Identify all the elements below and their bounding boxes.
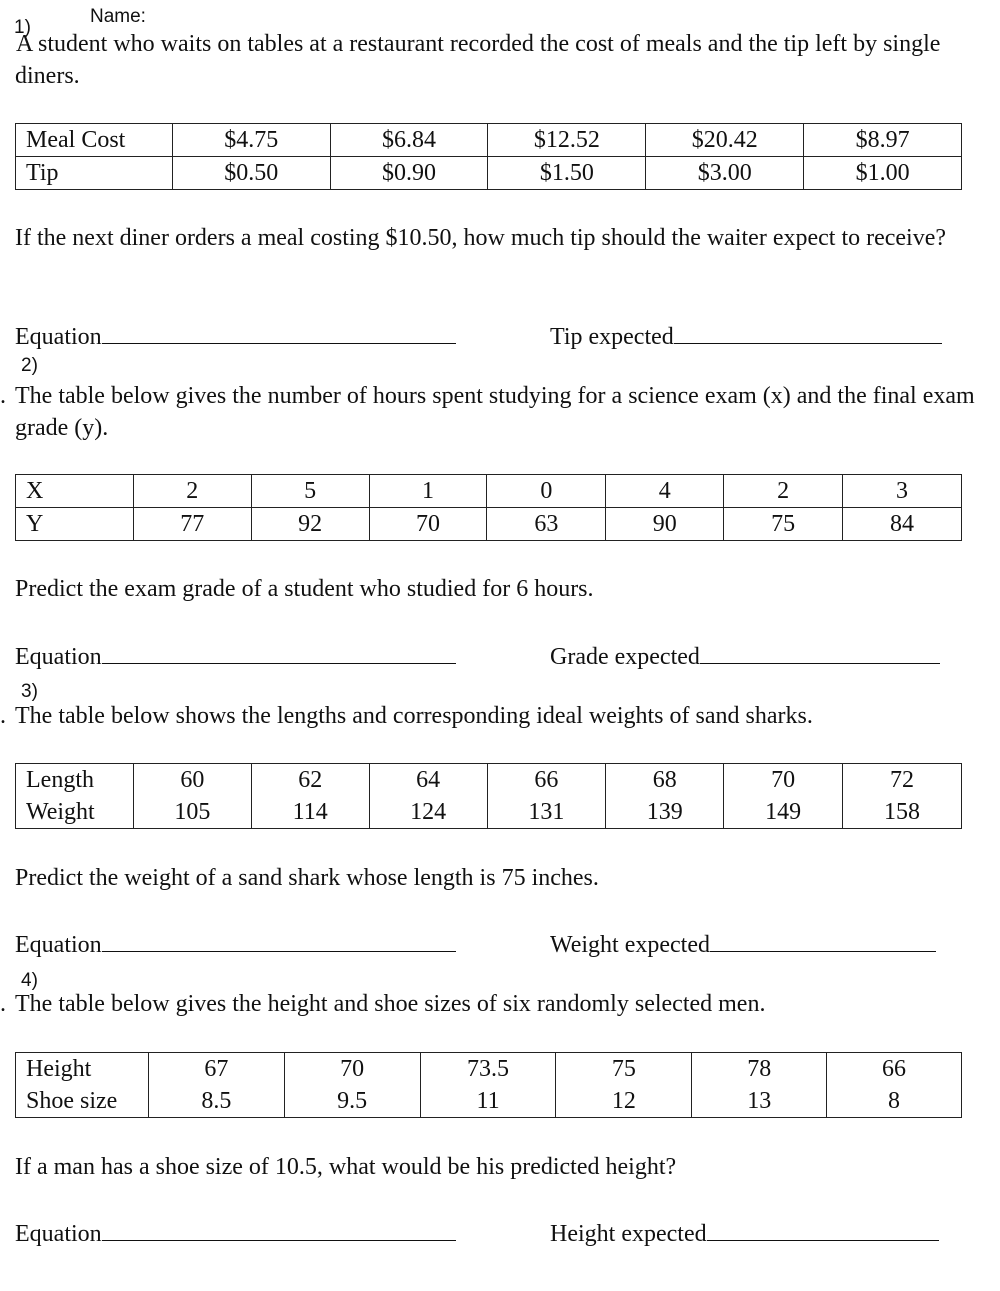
q3-answer-blank[interactable] (710, 925, 936, 952)
question-2-number: 2) (21, 355, 38, 376)
question-4-number: 4) (21, 970, 38, 991)
table-cell (606, 764, 724, 829)
row-header-label: Weight (26, 799, 95, 825)
q4-equation-blank[interactable] (102, 1214, 456, 1241)
table-cell: $1.00 (804, 157, 962, 190)
row-header: Y (16, 508, 134, 541)
cell-value: 149 (765, 799, 802, 825)
cell-value: 73.5 (467, 1056, 510, 1082)
table-cell (251, 764, 369, 829)
table-cell: $0.50 (172, 157, 330, 190)
table-cell: $3.00 (646, 157, 804, 190)
table-cell: 84 (843, 508, 962, 541)
table-cell: $1.50 (488, 157, 646, 190)
q4-equation-row (15, 1214, 456, 1250)
table-cell: 90 (606, 508, 724, 541)
table-cell (369, 764, 487, 829)
table-cell (843, 764, 962, 829)
question-3-intro: The table below shows the lengths and corresponding ideal weights of sand sharks. (15, 703, 813, 729)
cell-value: 13 (747, 1088, 772, 1114)
cell-value: 158 (884, 799, 921, 825)
table-cell (556, 1053, 692, 1118)
question-2-intro: The table below gives the number of hours spent studying for a science exam (x) and the final exam grade (y). (15, 383, 975, 441)
q3-equation-blank[interactable] (102, 925, 456, 952)
question-1-number: 1) (14, 17, 31, 38)
question-1-intro: A student who waits on tables at a restaurant recorded the cost of meals and the tip left by single diners. (15, 31, 941, 89)
cell-value: 139 (646, 799, 683, 825)
table-cell: 92 (251, 508, 369, 541)
cell-value: 72 (890, 767, 915, 793)
cell-value: 131 (528, 799, 565, 825)
cell-value: 78 (747, 1056, 772, 1082)
q1-data-table (15, 123, 962, 190)
q2-answer-label: Grade expected (550, 644, 700, 670)
q2-equation-blank[interactable] (102, 637, 456, 664)
q1-equation-label: Equation (15, 324, 102, 350)
cell-value: 66 (882, 1056, 907, 1082)
cell-value: 12 (611, 1088, 636, 1114)
cell-value: 70 (771, 767, 796, 793)
row-header: Meal Cost (16, 124, 173, 157)
cell-value: 67 (204, 1056, 229, 1082)
table-cell: 3 (843, 475, 962, 508)
table-cell: 75 (724, 508, 843, 541)
table-cell (148, 1053, 284, 1118)
table-cell: 70 (369, 508, 487, 541)
q2-answer-blank[interactable] (700, 637, 940, 664)
q3-data-table (15, 763, 962, 829)
table-cell: $12.52 (488, 124, 646, 157)
cell-value: 62 (298, 767, 323, 793)
row-header (16, 1053, 149, 1118)
q1-equation-blank[interactable] (102, 317, 456, 344)
cell-value: 70 (340, 1056, 365, 1082)
row-header-label: Height (26, 1056, 92, 1082)
table-cell: 0 (487, 475, 606, 508)
table-cell: 2 (724, 475, 843, 508)
q1-answer-label: Tip expected (550, 324, 674, 350)
row-header: X (16, 475, 134, 508)
table-cell (133, 764, 251, 829)
table-cell (724, 764, 843, 829)
question-2-prompt: Predict the exam grade of a student who studied for 6 hours. (15, 576, 594, 602)
cell-value: 105 (174, 799, 211, 825)
q4-answer-row (550, 1214, 939, 1250)
cell-value: 8.5 (201, 1088, 232, 1114)
table-cell: $8.97 (804, 124, 962, 157)
name-label: Name: (90, 6, 146, 27)
question-3-number: 3) (21, 681, 38, 702)
cell-value: 9.5 (337, 1088, 368, 1114)
table-row (16, 124, 962, 157)
cell-value: 60 (180, 767, 205, 793)
cut-dot: . (0, 383, 6, 409)
cell-value: 8 (888, 1088, 901, 1114)
table-cell (827, 1053, 962, 1118)
cell-value: 11 (476, 1088, 500, 1114)
table-row (16, 475, 962, 508)
table-cell: 63 (487, 508, 606, 541)
q3-answer-row (550, 925, 936, 961)
q2-equation-label: Equation (15, 644, 102, 670)
q3-equation-row (15, 925, 456, 961)
q1-answer-row (550, 317, 942, 353)
question-1-prompt: If the next diner orders a meal costing $10.50, how much tip should the waiter expect to receive? (15, 225, 947, 251)
table-row (16, 764, 962, 829)
cut-dot: . (0, 991, 6, 1017)
q2-equation-row (15, 637, 456, 673)
table-cell: 77 (133, 508, 251, 541)
q1-equation-row (15, 317, 456, 353)
table-cell: 4 (606, 475, 724, 508)
row-header: Tip (16, 157, 173, 190)
table-cell: 2 (133, 475, 251, 508)
q2-data-table (15, 474, 962, 541)
table-cell (487, 764, 606, 829)
q4-equation-label: Equation (15, 1221, 102, 1247)
table-cell: 5 (251, 475, 369, 508)
table-cell: $0.90 (330, 157, 488, 190)
question-4-intro: The table below gives the height and shoe sizes of six randomly selected men. (15, 991, 766, 1017)
cell-value: 114 (292, 799, 328, 825)
q1-answer-blank[interactable] (674, 317, 942, 344)
cell-value: 68 (652, 767, 677, 793)
q3-answer-label: Weight expected (550, 932, 710, 958)
question-3-prompt: Predict the weight of a sand shark whose length is 75 inches. (15, 865, 599, 891)
cell-value: 64 (416, 767, 441, 793)
q4-data-table (15, 1052, 962, 1118)
q4-answer-label: Height expected (550, 1221, 707, 1247)
row-header-label: Length (26, 767, 94, 793)
table-cell: $4.75 (172, 124, 330, 157)
row-header-label: Shoe size (26, 1088, 118, 1114)
cut-dot: . (0, 703, 6, 729)
q4-answer-blank[interactable] (707, 1214, 939, 1241)
q2-answer-row (550, 637, 940, 673)
table-cell (284, 1053, 420, 1118)
table-cell: $20.42 (646, 124, 804, 157)
table-cell (692, 1053, 827, 1118)
table-row (16, 1053, 962, 1118)
cell-value: 124 (410, 799, 447, 825)
table-cell: $6.84 (330, 124, 488, 157)
table-cell: 1 (369, 475, 487, 508)
question-4-prompt: If a man has a shoe size of 10.5, what would be his predicted height? (15, 1154, 677, 1180)
table-row (16, 157, 962, 190)
table-cell (420, 1053, 556, 1118)
row-header (16, 764, 134, 829)
cell-value: 75 (611, 1056, 636, 1082)
q3-equation-label: Equation (15, 932, 102, 958)
table-row (16, 508, 962, 541)
cell-value: 66 (534, 767, 559, 793)
